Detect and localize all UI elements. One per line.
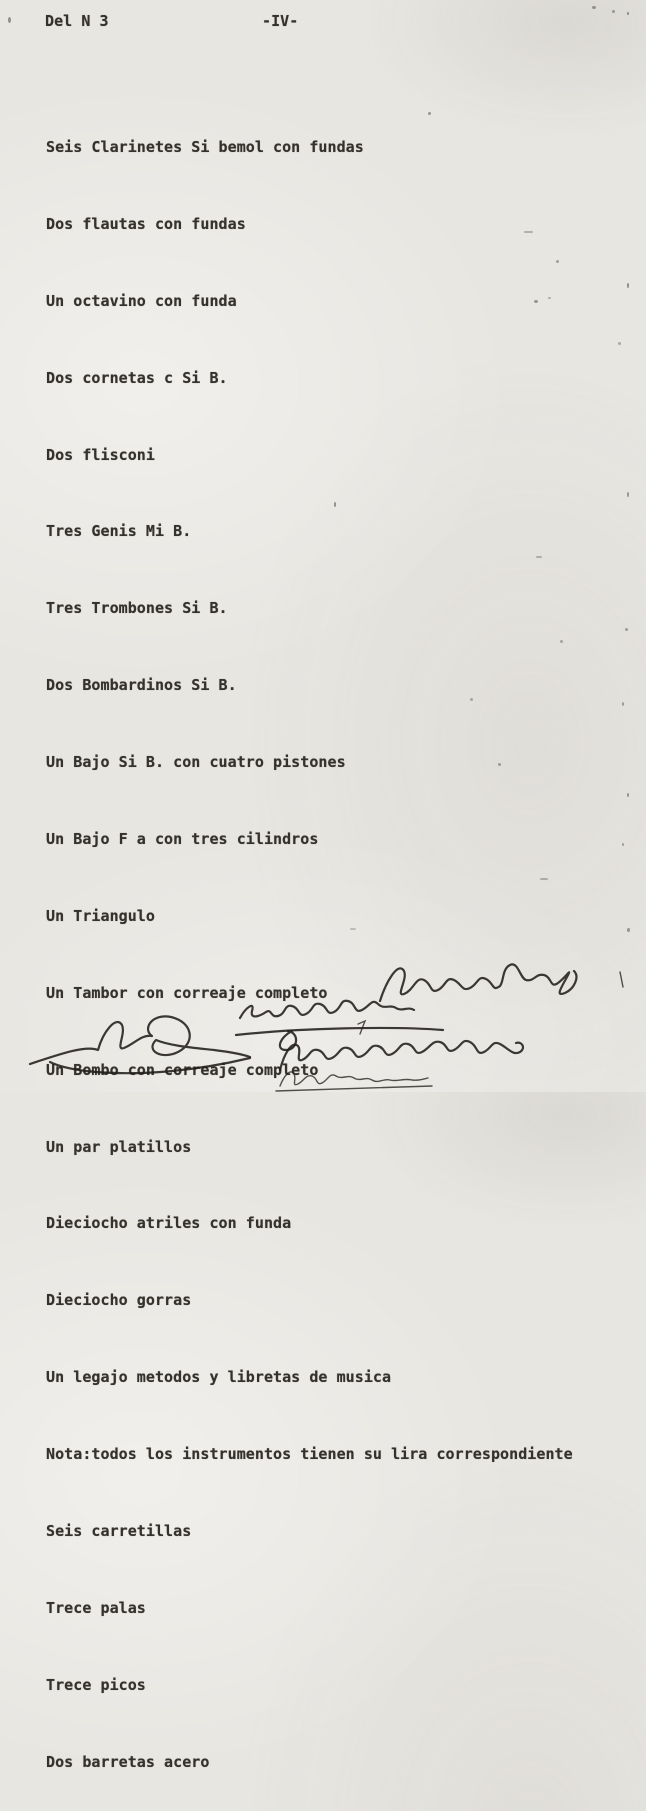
- scan-speckle: [8, 17, 11, 23]
- scan-speckle: [627, 793, 629, 797]
- inventory-line: Trece palas: [46, 1598, 146, 1617]
- scan-speckle: [548, 297, 551, 299]
- signature-rubin-fernandes: [280, 1041, 523, 1070]
- inventory-line: Dos flautas con fundas: [46, 214, 246, 233]
- scan-speckle: [498, 763, 501, 766]
- inventory-line: Un Bajo F a con tres cilindros: [46, 830, 319, 849]
- signature-small-underlined: [280, 1072, 428, 1086]
- inventory-line: Nota:todos los instrumentos tienen su lira correspondiente: [46, 1445, 573, 1464]
- inventory-line: Dieciocho atriles con funda: [46, 1214, 292, 1233]
- inventory-line: Tres Genis Mi B.: [46, 522, 192, 541]
- page-reference: Del N 3: [45, 12, 109, 30]
- scan-speckle: [540, 878, 548, 880]
- inventory-line: Trece picos: [46, 1675, 146, 1694]
- signature-benito-a-lugo: [380, 964, 576, 1001]
- scan-speckle: [470, 698, 473, 701]
- inventory-line: Un par platillos: [46, 1137, 192, 1156]
- scan-speckle: [627, 12, 629, 15]
- inventory-line: Un Bombo con correaje completo: [46, 1060, 319, 1079]
- scan-speckle: [556, 260, 559, 263]
- signature-bottom-left: [30, 1016, 250, 1064]
- scan-speckle: [625, 628, 628, 631]
- inventory-line: Un legajo metodos y libretas de musica: [46, 1368, 392, 1387]
- inventory-line: Seis carretillas: [46, 1522, 192, 1541]
- scan-speckle: [350, 928, 356, 930]
- inventory-line: Un octavino con funda: [46, 291, 237, 310]
- inventory-line: Dieciocho gorras: [46, 1291, 192, 1310]
- scan-speckle: [612, 10, 615, 13]
- scan-speckle: [534, 300, 538, 303]
- scan-speckle: [622, 843, 624, 846]
- scan-speckle: [622, 702, 624, 706]
- scan-speckle: [627, 928, 630, 932]
- signature-middle-cursive: [240, 1001, 414, 1018]
- inventory-line: Dos barretas acero: [46, 1752, 210, 1771]
- scan-speckle: [627, 492, 629, 497]
- inventory-line: Dos flisconi: [46, 445, 155, 464]
- ink-tick-mark: [620, 972, 623, 987]
- signature-small-underline-rule: [276, 1086, 432, 1091]
- inventory-line: Seis Clarinetes Si bemol con fundas: [46, 138, 364, 156]
- signature-flourish-underline: [236, 1028, 443, 1035]
- signature-bottom-left-sweep: [50, 1058, 250, 1073]
- scan-speckle: [524, 231, 533, 233]
- scan-speckle: [618, 342, 621, 345]
- inventory-line: Un Bajo Si B. con cuatro pistones: [46, 753, 346, 772]
- scan-speckle: [592, 6, 596, 9]
- scan-speckle: [428, 112, 431, 115]
- inventory-line: Un Tambor con correaje completo: [46, 983, 328, 1002]
- page-number: -IV-: [262, 12, 299, 30]
- scan-speckle: [627, 283, 629, 288]
- inventory-line: Dos Bombardinos Si B.: [46, 676, 237, 695]
- inventory-line: Dos cornetas c Si B.: [46, 368, 228, 387]
- scan-speckle: [536, 556, 542, 558]
- scan-speckle: [560, 640, 563, 643]
- scan-speckle: [334, 502, 336, 507]
- inventory-line: Un Triangulo: [46, 906, 155, 925]
- inventory-line: Tres Trombones Si B.: [46, 599, 228, 618]
- signature-flourish-loop: [280, 1031, 296, 1050]
